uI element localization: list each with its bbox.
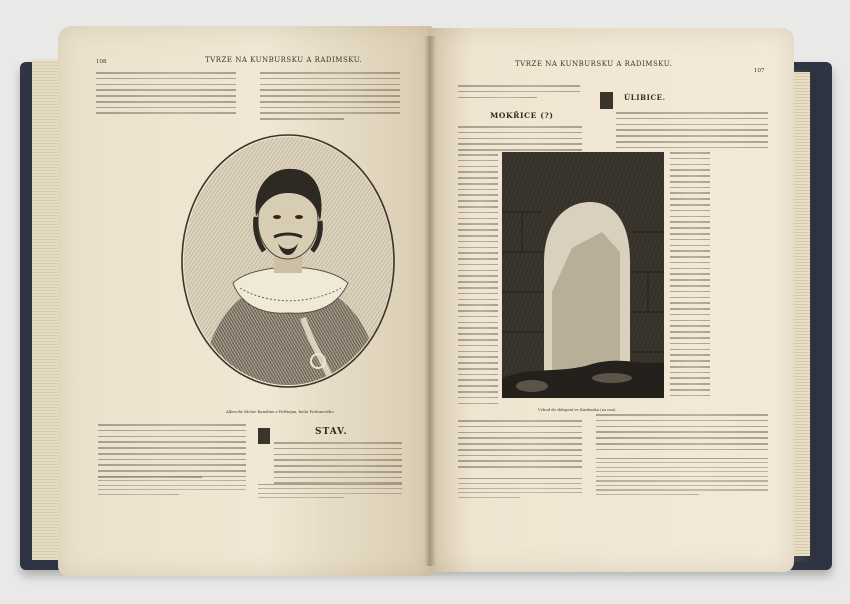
portrait-engraving	[178, 133, 398, 403]
footnote-rule-right-1	[458, 478, 582, 479]
right-text-column-2-narrow	[670, 152, 710, 401]
left-text-column-1-bottom	[98, 424, 246, 482]
right-running-head: TVRZE NA KUNBURSKU A RADIMSKU.	[515, 60, 673, 68]
left-footnotes-1	[98, 480, 246, 498]
left-text-column-1-top	[96, 72, 236, 118]
section-title-stav: STAV.	[315, 427, 348, 437]
footnote-rule-right-2	[596, 458, 768, 459]
right-text-column-2-bottom	[596, 414, 768, 454]
right-text-column-1-bottom	[458, 420, 582, 472]
left-page-number: 108	[96, 59, 107, 65]
vault-illustration	[502, 152, 664, 398]
right-text-column-1-top	[458, 85, 580, 102]
section-title-ulibice: ÚLIBICE.	[624, 93, 666, 102]
right-footnotes-2	[596, 462, 768, 499]
left-text-column-2-bottom	[274, 442, 402, 488]
illustration-caption: Vchod do sklepení ve Kunburku (za run).	[538, 407, 617, 412]
right-page-number: 107	[754, 68, 765, 74]
footnote-rule-left-1	[98, 476, 246, 477]
right-text-column-2-top	[616, 112, 768, 152]
section-title-mokrice: MOKŘICE (?)	[490, 111, 554, 120]
right-text-column-1-intro	[458, 126, 582, 155]
drop-cap	[258, 428, 270, 444]
left-running-head: TVRZE NA KUNBURSKU A RADIMSKU.	[205, 56, 363, 64]
footnote-rule-left-2	[258, 484, 402, 485]
right-footnotes-1	[458, 483, 582, 501]
drop-cap-right	[600, 92, 613, 109]
left-footnotes-2	[258, 488, 402, 502]
portrait-caption: Albrecht Václav Kunebne z Felštejna, heilu Prefonového.	[226, 409, 335, 414]
right-text-column-1-narrow	[458, 154, 498, 408]
left-text-column-2-top	[260, 72, 400, 124]
book-gutter	[424, 36, 436, 566]
